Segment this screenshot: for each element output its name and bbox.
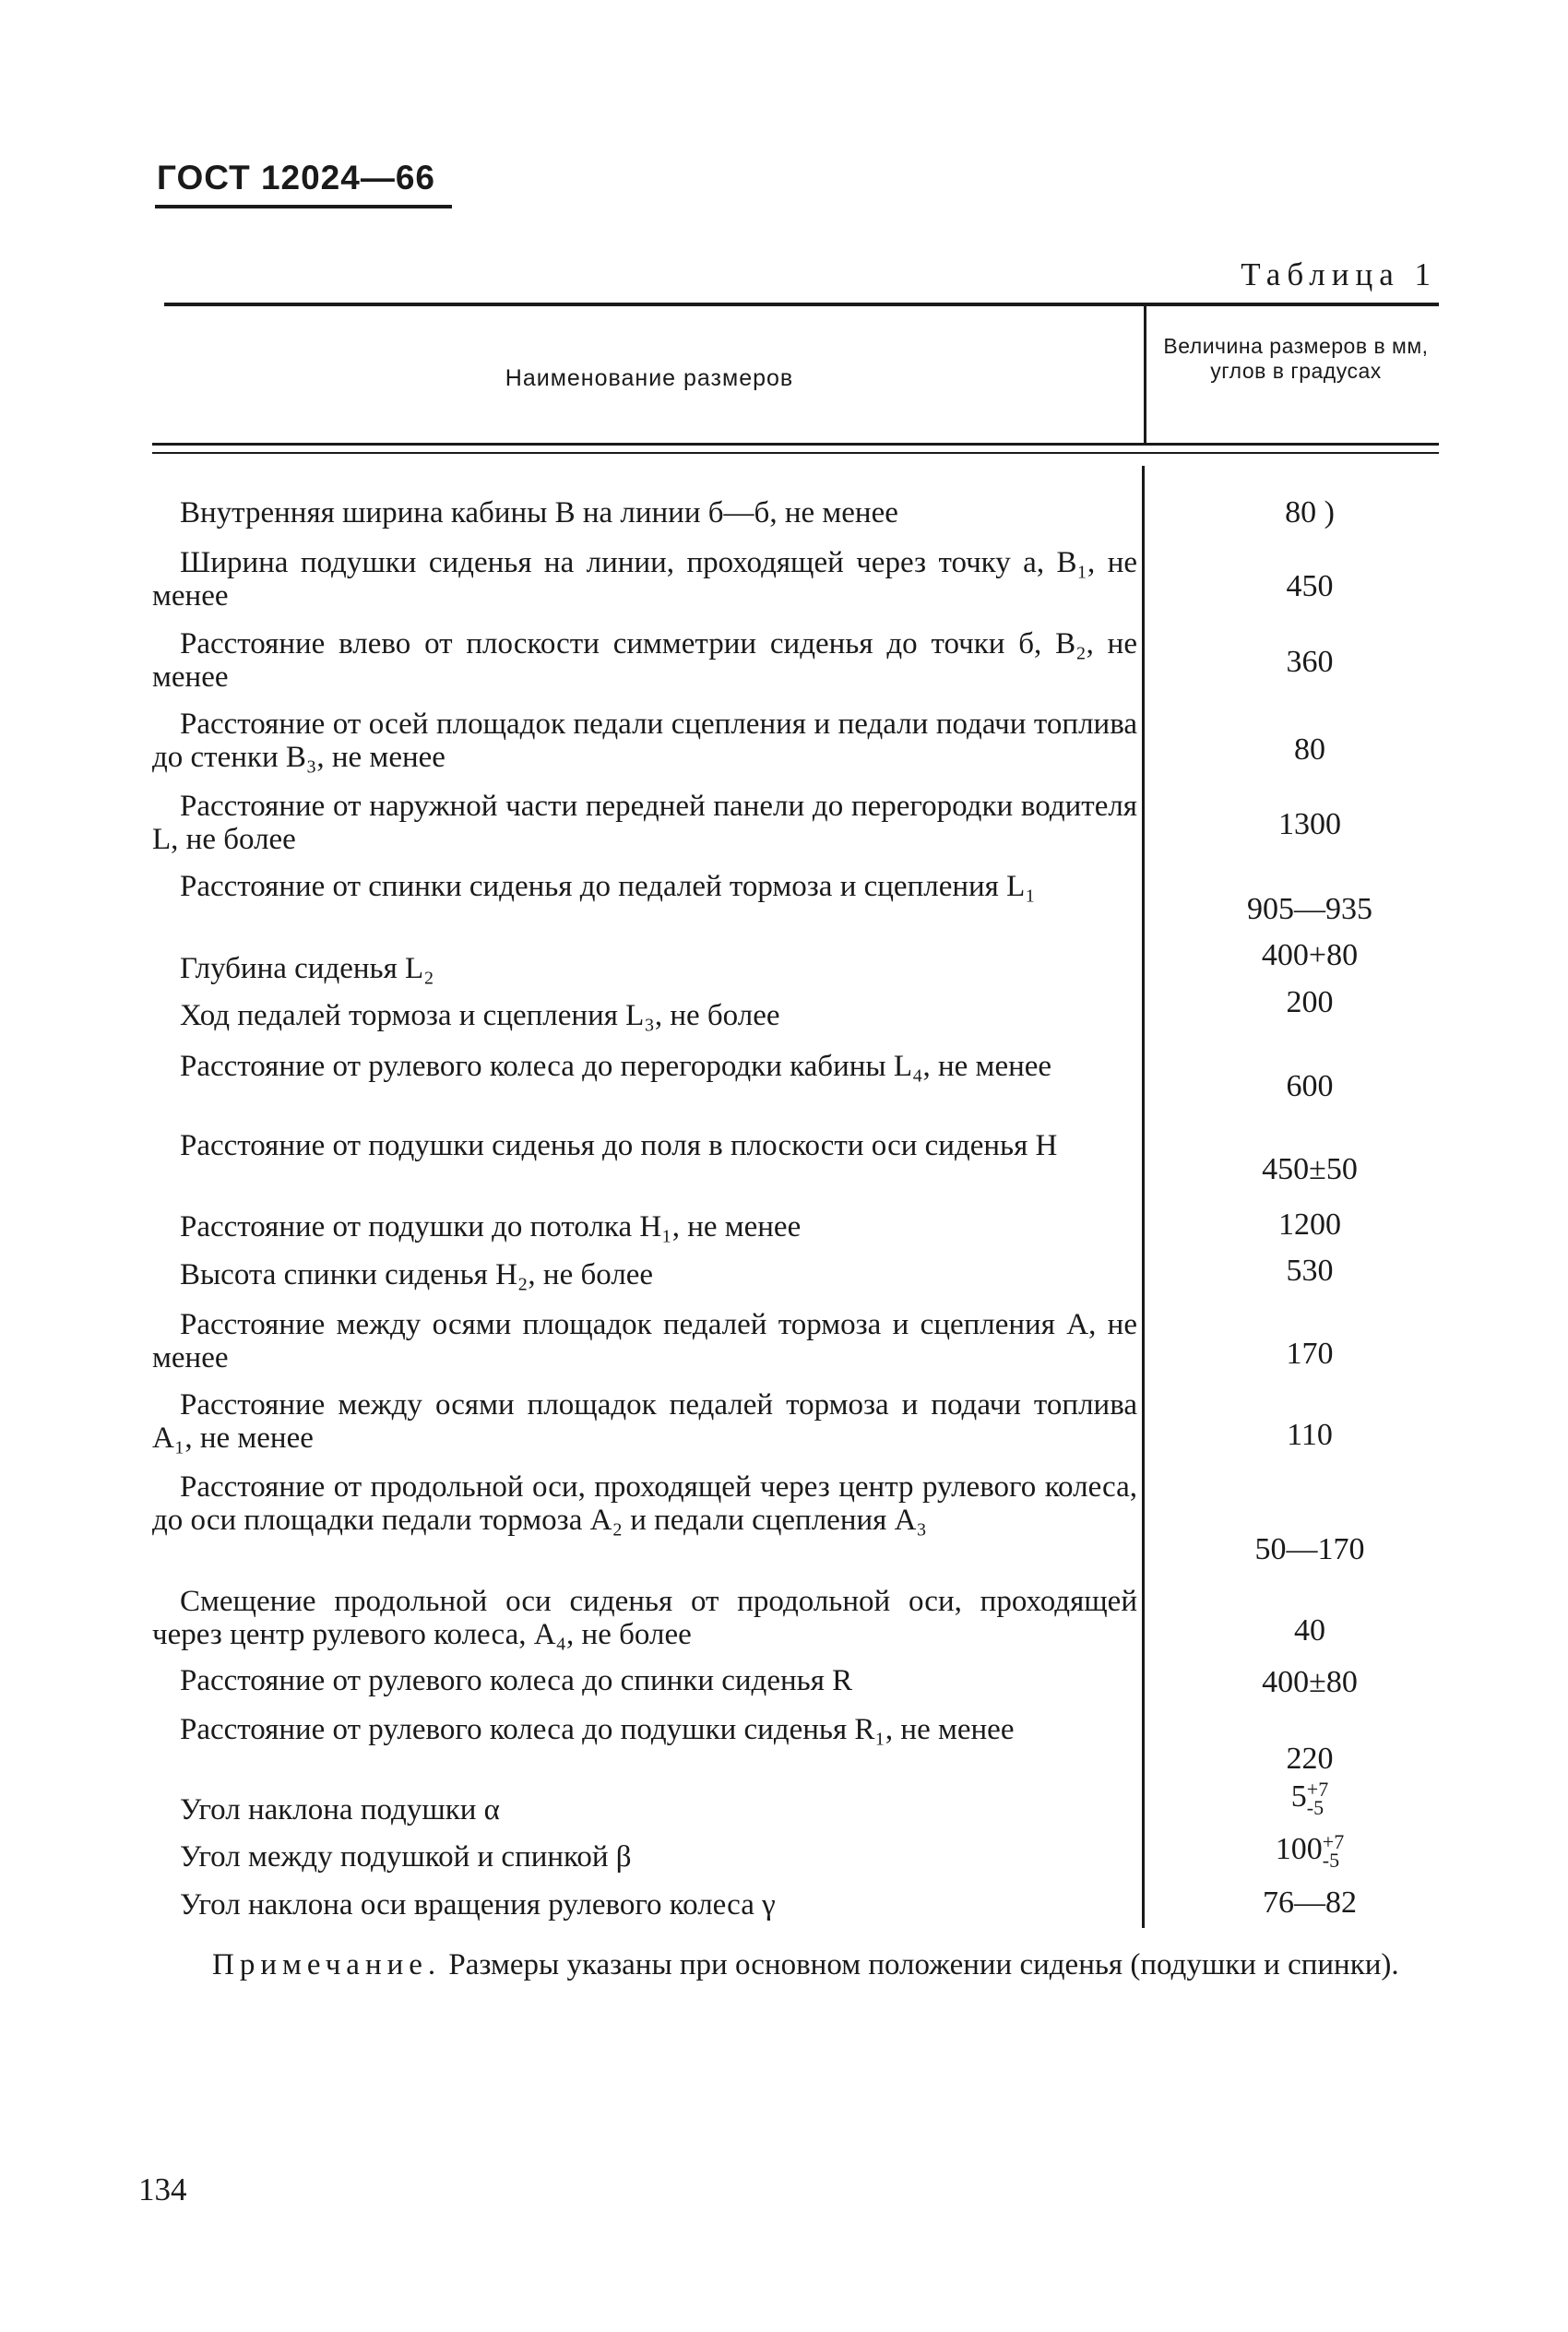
- row-value-number: 220: [1286, 1742, 1334, 1776]
- row-value-number: 600: [1286, 1069, 1334, 1103]
- table-row-value: [1144, 1614, 1476, 1648]
- column-header-name: Наименование размеров: [505, 365, 794, 391]
- table-row-name: Расстояние от наружной части передней панели до перегородки водителя L, не более: [152, 790, 1137, 856]
- table-row-name: Угол между подушкой и спинкой β: [180, 1840, 632, 1874]
- table-row-value: [1144, 1886, 1476, 1920]
- table-row-name: Расстояние от рулевого колеса до спинки сиденья R: [180, 1664, 853, 1697]
- tolerance: [1306, 1778, 1329, 1820]
- table-row-name: Расстояние от осей площадок педали сцепления и педали подачи топлива до стенки B₃, не менее: [152, 708, 1137, 774]
- table-caption: Таблица 1: [1241, 256, 1437, 292]
- table-row-name: Высота спинки сиденья H₂, не более: [180, 1258, 654, 1291]
- table-row-name: Расстояние между осями площадок педалей тормоза и сцепления A, не менее: [152, 1308, 1137, 1374]
- table-row-name: Угол наклона подушки α: [180, 1793, 500, 1826]
- table-row-value: [1144, 1778, 1476, 1820]
- table-row-name: Смещение продольной оси сиденья от продольной оси, проходящей через центр рулевого колеса, A₄, не более: [152, 1585, 1137, 1651]
- table-row-name: Расстояние от подушки сиденья до поля в плоскости оси сиденья H: [180, 1129, 1058, 1162]
- table-row-name: Расстояние от спинки сиденья до педалей тормоза и сцепления L₁: [180, 870, 1036, 903]
- row-value-number: 450±50: [1262, 1152, 1358, 1186]
- table-row-value: [1144, 1419, 1476, 1452]
- table-row-name: Расстояние от подушки до потолка H₁, не менее: [180, 1210, 802, 1243]
- table-row-name: Расстояние влево от плоскости симметрии сиденья до точки б, B₂, не менее: [152, 627, 1137, 694]
- table-note: [152, 1948, 1432, 1982]
- row-value-number: 1200: [1278, 1208, 1341, 1242]
- table-row-name: Расстояние от продольной оси, проходящей через центр рулевого колеса, до оси площадки педали тормоза A₂ и педали сцепления A₃: [152, 1470, 1137, 1537]
- table-row-value: [1144, 986, 1476, 1019]
- table-row-name: Глубина сиденья L₂: [180, 952, 434, 985]
- row-value-number: 50—170: [1254, 1532, 1365, 1566]
- body-column-divider: [1142, 466, 1145, 1928]
- tolerance-lower: -5: [1322, 1849, 1340, 1873]
- table-row-value: [1144, 646, 1476, 679]
- table-row-value: [1144, 1255, 1476, 1288]
- table-row-value: [1144, 893, 1476, 926]
- row-value-number: 110: [1287, 1418, 1333, 1452]
- row-value-number: 170: [1286, 1337, 1334, 1371]
- document-title: ГОСТ 12024—66: [157, 159, 435, 196]
- table-row-name: Расстояние между осями площадок педалей тормоза и подачи топлива A₁, не менее: [152, 1388, 1137, 1455]
- table-row-value: [1144, 733, 1476, 767]
- table-row-value: [1144, 808, 1476, 841]
- table-row-value: [1144, 1070, 1476, 1103]
- table-row-value: [1144, 570, 1476, 603]
- header-bottom-rule-1: [152, 443, 1439, 446]
- table-row-value: [1144, 1153, 1476, 1186]
- row-value-number: 450: [1286, 569, 1334, 603]
- row-value-number: 76—82: [1263, 1886, 1357, 1920]
- table-row-name: Расстояние от рулевого колеса до перегородки кабины L₄, не менее: [180, 1050, 1052, 1083]
- table-row-name: Внутренняя ширина кабины B на линии б—б, не менее: [180, 496, 898, 529]
- row-value-number: 40: [1294, 1613, 1325, 1648]
- header-bottom-rule-2: [152, 452, 1439, 454]
- row-value-number: 1300: [1278, 807, 1341, 841]
- title-underline: [155, 205, 452, 208]
- row-value-number: 200: [1286, 985, 1334, 1019]
- table-row-value: [1144, 1666, 1476, 1699]
- note-label: Примечание.: [212, 1948, 442, 1981]
- row-value-number: 80 ): [1285, 495, 1335, 529]
- table-row-name: Ход педалей тормоза и сцепления L₃, не более: [180, 999, 780, 1032]
- tolerance-upper: +7: [1322, 1830, 1345, 1854]
- table-row-value: [1144, 1830, 1476, 1873]
- row-value-number: 80: [1294, 732, 1325, 767]
- row-value-number: 100: [1275, 1832, 1323, 1866]
- tolerance-lower: -5: [1306, 1796, 1324, 1820]
- tolerance: [1322, 1830, 1345, 1873]
- table-row-value: [1144, 496, 1476, 529]
- table-row-value: [1144, 939, 1476, 972]
- row-value-number: 360: [1286, 645, 1334, 679]
- note-text: Размеры указаны при основном положении сиденья (подушки и спинки).: [448, 1948, 1399, 1981]
- table-row-value: [1144, 1533, 1476, 1566]
- row-value-number: 905—935: [1247, 892, 1372, 926]
- row-value-number: 5: [1290, 1779, 1307, 1814]
- row-value-number: 530: [1286, 1254, 1334, 1288]
- table-top-rule: [164, 303, 1439, 306]
- table-row-name: Угол наклона оси вращения рулевого колеса γ: [180, 1888, 776, 1922]
- table-row-value: [1144, 1338, 1476, 1371]
- page-number: 134: [138, 2171, 187, 2207]
- row-value-number: 400±80: [1262, 1665, 1358, 1699]
- tolerance-upper: +7: [1306, 1778, 1329, 1802]
- column-header-value: Величина размеров в мм, углов в градусах: [1163, 334, 1429, 383]
- table-row-value: [1144, 1208, 1476, 1242]
- table-row-value: [1144, 1743, 1476, 1776]
- table-row-name: Расстояние от рулевого колеса до подушки сиденья R₁, не менее: [180, 1713, 1015, 1746]
- table-row-name: Ширина подушки сиденья на линии, проходящей через точку а, B₁, не менее: [152, 546, 1137, 613]
- row-value-number: 400+80: [1261, 938, 1359, 972]
